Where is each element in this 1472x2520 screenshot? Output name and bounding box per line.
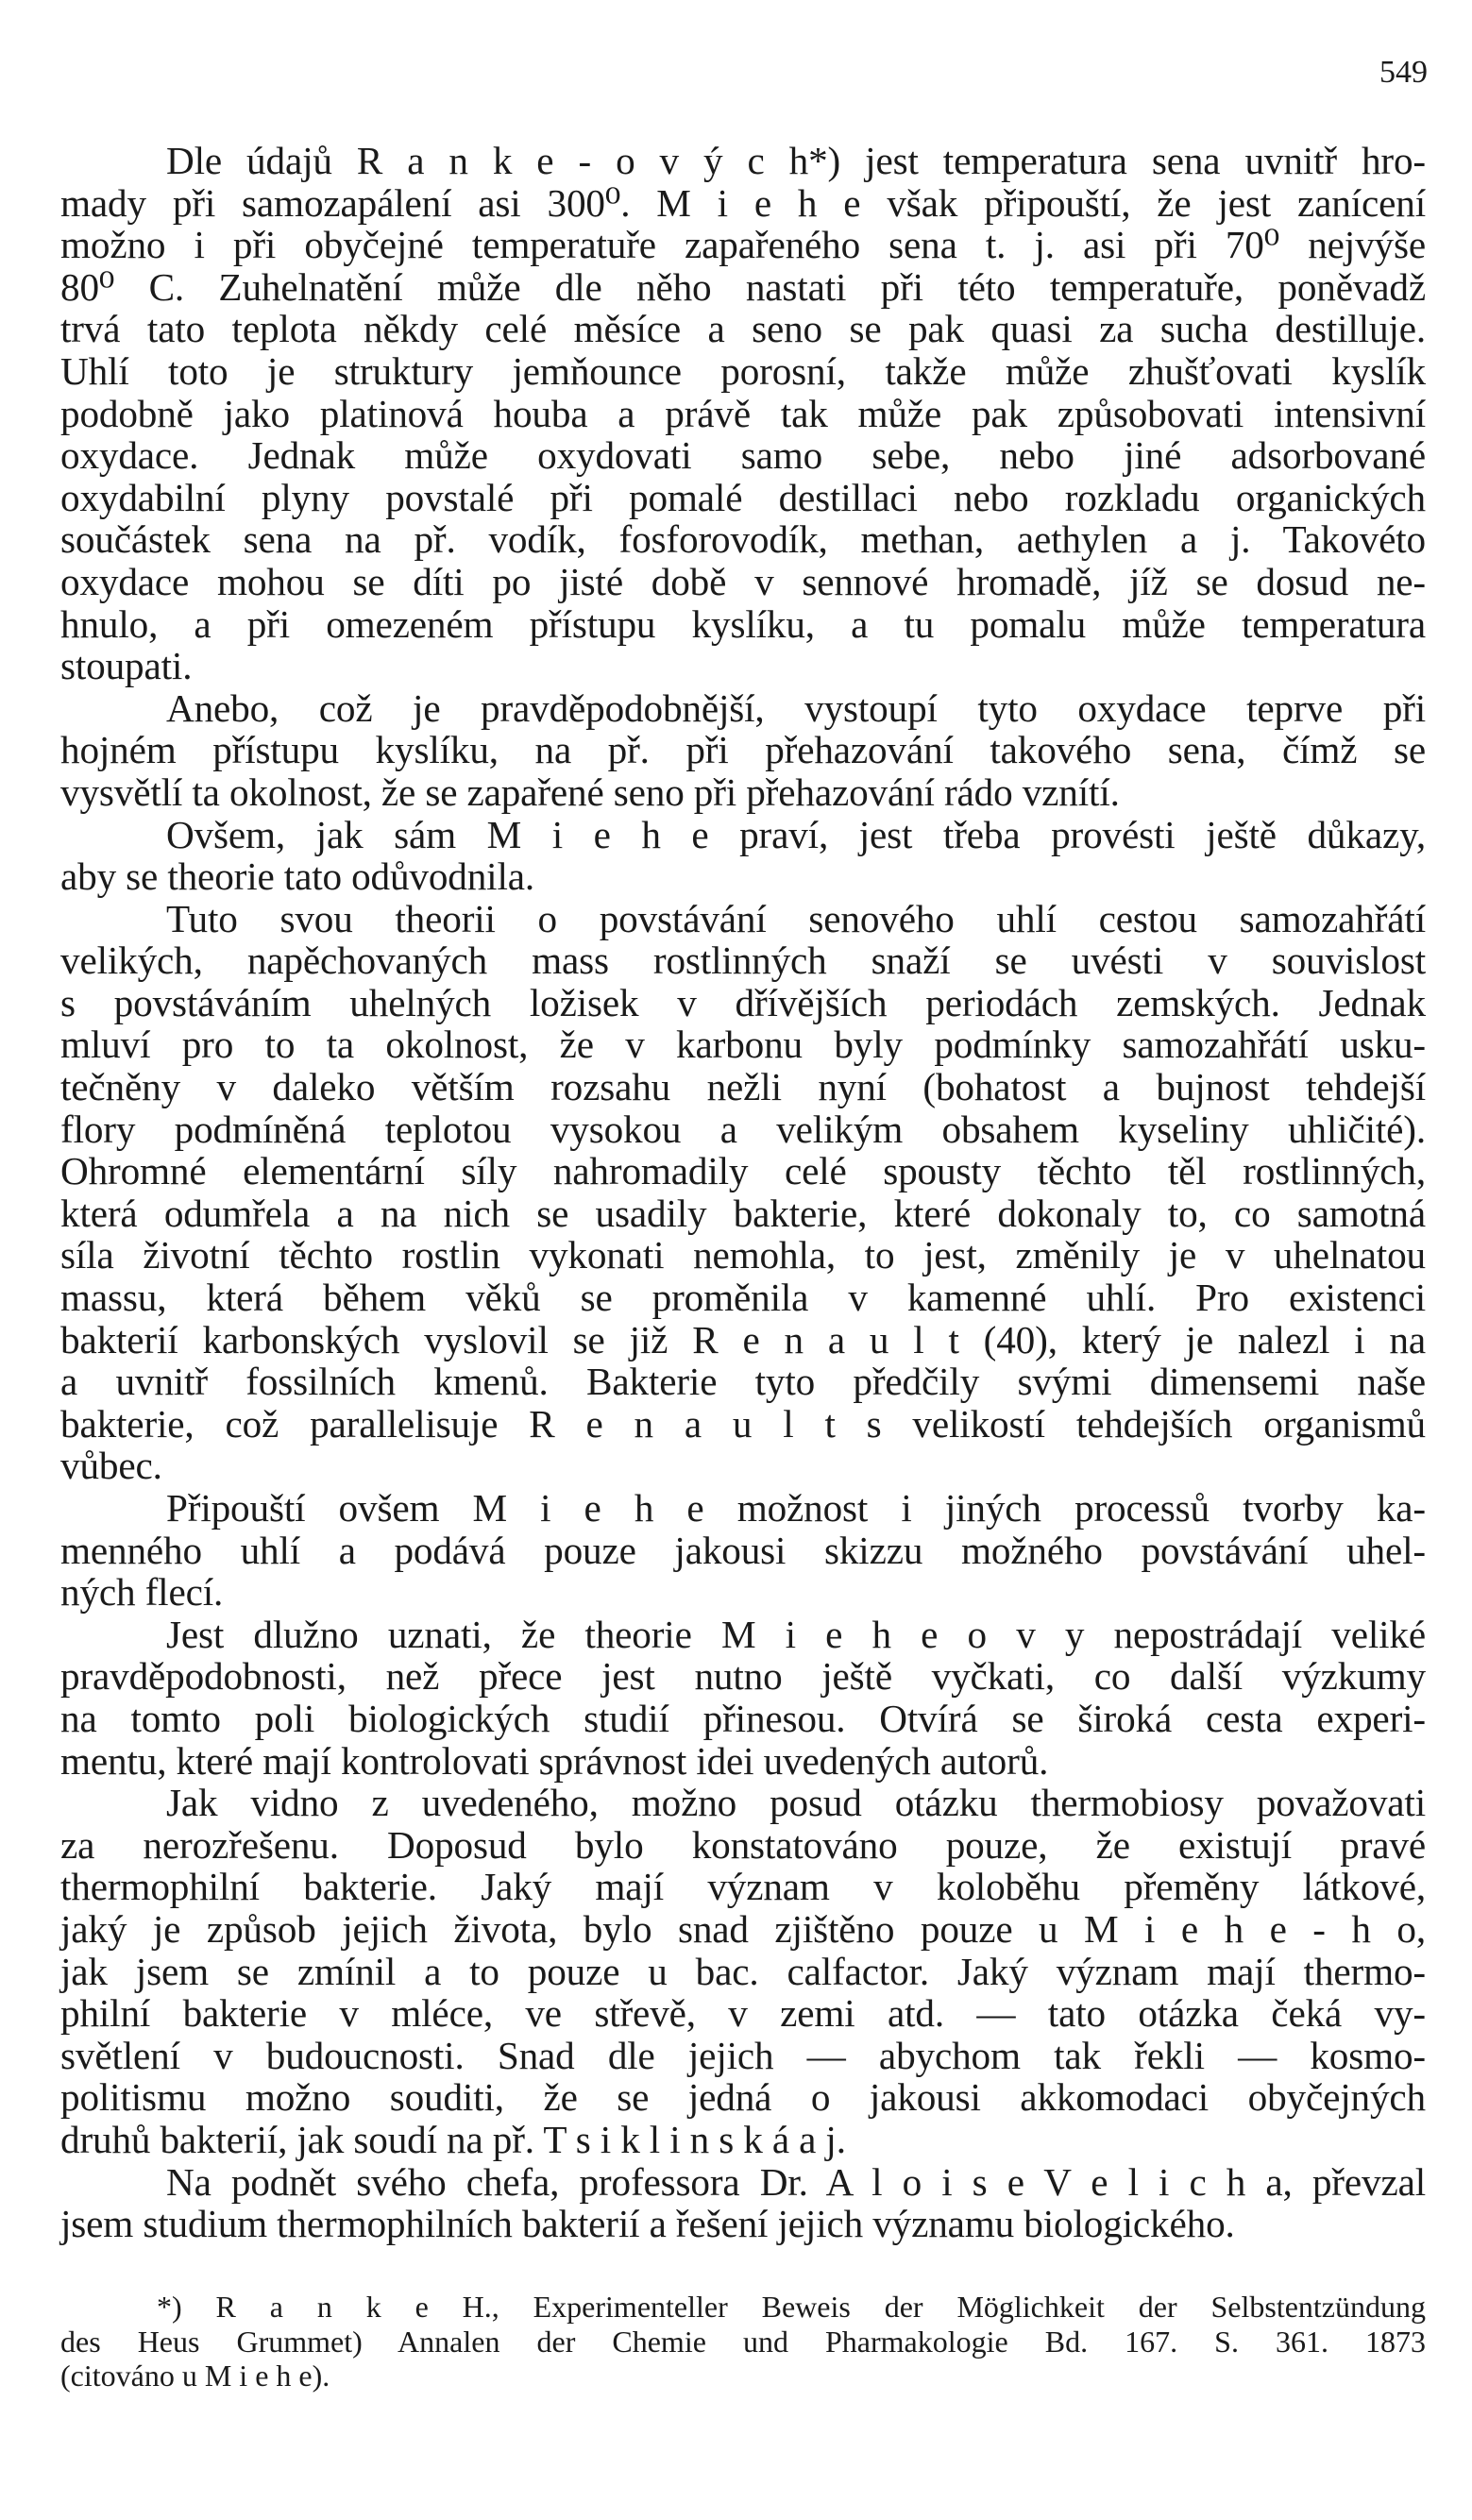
text-line: Uhlí toto je struktury jemňounce porosní, takže může zhušťovati kyslík <box>60 348 1426 393</box>
text-line: thermophilní bakterie. Jaký mají význam v koloběhu přeměny látkové, <box>60 1865 1426 1909</box>
text-line: Dle údajů R a n k e - o v ý c h*) jest temperatura sena uvnitř hro- <box>166 139 1426 182</box>
paragraph <box>60 814 1426 898</box>
text-line: jsem studium thermophilních bakterií a řešení jejich významu biologického. <box>60 2202 1235 2246</box>
text-line: součástek sena na př. vodík, fosforovodík, methan, aethylen a j. Takovéto <box>60 517 1426 562</box>
text-line: Připouští ovšem M i e h e možnost i jiných processů tvorby ka- <box>166 1486 1426 1530</box>
paragraph <box>60 1614 1426 1782</box>
text-line: síla životní těchto rostlin vykonati nemohla, to jest, změnily je v uhelnatou <box>60 1233 1426 1277</box>
text-line: možno i při obyčejné temperatuře zapařeného sena t. j. asi při 70⁰ nejvýše <box>60 223 1426 267</box>
text-line: bakterií karbonských vyslovil se již R e n a u l t (40), který je nalezl i na <box>60 1317 1426 1361</box>
text-line: oxydace. Jednak může oxydovati samo sebe, nebo jiné adsorbované <box>60 433 1426 478</box>
text-line: Ovšem, jak sám M i e h e praví, jest třeba provésti ještě důkazy, <box>166 812 1426 856</box>
text-line: menného uhlí a podává pouze jakousi skizzu možného povstávání uhel- <box>60 1528 1426 1572</box>
footnote-line: (citováno u M i e h e). <box>60 2359 330 2393</box>
text-line: mady při samozapálení asi 300⁰. M i e h e však připouští, že jest zanícení <box>60 180 1426 225</box>
text-line: mentu, které mají kontrolovati správnost idei uvedených autorů. <box>60 1738 1049 1783</box>
paragraph <box>60 898 1426 1487</box>
text-line: která odumřela a na nich se usadily bakterie, které dokonaly to, co samotná <box>60 1191 1426 1235</box>
text-line: vůbec. <box>60 1444 162 1488</box>
text-line: oxydace mohou se díti po jisté době v sennové hromadě, jíž se dosud ne- <box>60 559 1426 603</box>
text-line: Anebo, což je pravděpodobnější, vystoupí tyto oxydace teprve při <box>166 685 1426 730</box>
text-line: za nerozřešenu. Doposud bylo konstatováno pouze, že existují pravé <box>60 1822 1426 1867</box>
text-line: ných flecí. <box>60 1570 224 1615</box>
page-number: 549 <box>1379 55 1428 90</box>
paragraph <box>60 140 1426 687</box>
text-line: druhů bakterií, jak soudí na př. T s i k l i n s k á a j. <box>60 2117 846 2161</box>
text-line: na tomto poli biologických studií přinesou. Otvírá se široká cesta experi- <box>60 1696 1426 1740</box>
text-line: jaký je způsob jejich života, bylo snad zjištěno pouze u M i e h e - h o, <box>60 1906 1426 1951</box>
footnote-line: *) R a n k e H., Experimenteller Beweis der Möglichkeit der Selbstentzündung <box>157 2290 1426 2324</box>
text-line: tečněny v daleko větším rozsahu nežli nyní (bohatost a bujnost tehdejší <box>60 1065 1426 1109</box>
text-line: philní bakterie v mléce, ve střevě, v zemi atd. — tato otázka čeká vy- <box>60 1991 1426 2036</box>
text-line: oxydabilní plyny povstalé při pomalé destillaci nebo rozkladu organických <box>60 475 1426 519</box>
text-line: Ohromné elementární síly nahromadily celé spousty těchto těl rostlinných, <box>60 1149 1426 1193</box>
text-line: politismu možno souditi, že se jedná o jakousi akkomodaci obyčejných <box>60 2075 1426 2120</box>
text-line: hnulo, a při omezeném přístupu kyslíku, a tu pomalu může temperatura <box>60 601 1426 646</box>
paragraph <box>60 1487 1426 1614</box>
text-line: 80⁰ C. Zuhelnatění může dle něho nastati při této temperatuře, poněvadž <box>60 264 1426 309</box>
text-line: mluví pro to ta okolnost, že v karbonu byly podmínky samozahřátí usku- <box>60 1023 1426 1067</box>
text-line: velikých, napěchovaných mass rostlinných snaží se uvésti v souvislost <box>60 939 1426 983</box>
text-line: pravděpodobnosti, než přece jest nutno ještě vyčkati, co další výzkumy <box>60 1654 1426 1699</box>
text-line: Jak vidno z uvedeného, možno posud otázku thermobiosy považovati <box>166 1781 1426 1825</box>
text-line: Jest dlužno uznati, že theorie M i e h e o v y nepostrádají veliké <box>166 1612 1426 1656</box>
paragraph <box>60 1782 1426 2160</box>
text-line: a uvnitř fossilních kmenů. Bakterie tyto předčily svými dimensemi naše <box>60 1360 1426 1404</box>
text-line: trvá tato teplota někdy celé měsíce a seno se pak quasi za sucha destilluje. <box>60 307 1426 351</box>
body-text <box>60 140 1426 2245</box>
text-line: podobně jako platinová houba a právě tak může pak způsobovati intensivní <box>60 391 1426 435</box>
footnote-line: des Heus Grummet) Annalen der Chemie und Pharmakologie Bd. 167. S. 361. 1873 <box>60 2324 1426 2359</box>
text-line: stoupati. <box>60 644 193 688</box>
text-line: vysvětlí ta okolnost, že se zapařené seno při přehazování rádo vznítí. <box>60 770 1120 814</box>
text-line: bakterie, což parallelisuje R e n a u l t s velikostí tehdejších organismů <box>60 1401 1426 1446</box>
footnote <box>60 2290 1426 2393</box>
paragraph <box>60 2161 1426 2245</box>
text-line: massu, která během věků se proměnila v kamenné uhlí. Pro existenci <box>60 1276 1426 1320</box>
text-line: Na podnět svého chefa, professora Dr. A l o i s e V e l i c h a, převzal <box>166 2159 1426 2204</box>
text-line: aby se theorie tato odůvodnila. <box>60 854 535 899</box>
text-line: flory podmíněná teplotou vysokou a velikým obsahem kyseliny uhličité). <box>60 1107 1426 1151</box>
text-line: s povstáváním uhelných ložisek v dřívějších periodách zemských. Jednak <box>60 980 1426 1024</box>
text-line: světlení v budoucnosti. Snad dle jejich — abychom tak řekli — kosmo- <box>60 2033 1426 2077</box>
text-line: hojném přístupu kyslíku, na př. při přehazování takového sena, čímž se <box>60 728 1426 772</box>
text-line: jak jsem se zmínil a to pouze u bac. calfactor. Jaký význam mají thermo- <box>60 1949 1426 1993</box>
paragraph <box>60 687 1426 814</box>
text-line: Tuto svou theorii o povstávání senového uhlí cestou samozahřátí <box>166 896 1426 940</box>
